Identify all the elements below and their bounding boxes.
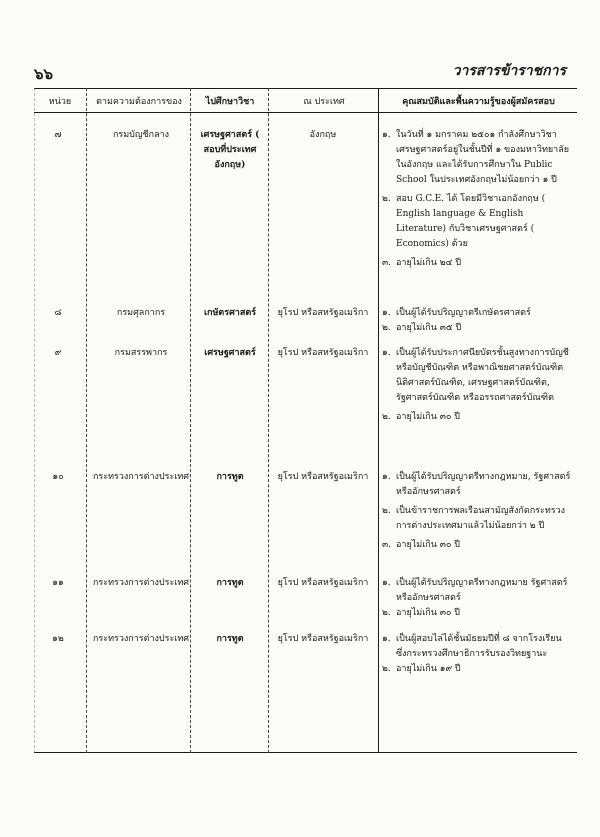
qualification-item: ๒. อายุไม่เกิน ๑๙ ปี <box>382 664 461 674</box>
page-number: ๖๖ <box>34 65 54 83</box>
country: อังกฤษ <box>309 130 337 140</box>
row-number: ๘ <box>54 308 62 318</box>
qualification-item: ๒. สอบ G.C.E. ได้ โดยมีวิชาเอกอังกฤษ ( English language & English Literature) กับวิชาเศรษฐศาสตร์ ( Economics) ด้วย <box>382 194 546 249</box>
header-qualifications: คุณสมบัติและพื้นความรู้ของผู้สมัครสอบ <box>402 97 555 107</box>
country: ยุโรป หรือสหรัฐอเมริกา <box>277 578 369 588</box>
header-country: ณ ประเทศ <box>303 97 345 107</box>
row-number: ๑๒ <box>52 634 64 644</box>
qualification-item: ๑. ในวันที่ ๑ มกราคม ๒๕๐๑ กำลังศึกษาวิชาเศรษฐศาสตร์อยู่ในชั้นปีที่ ๑ ของมหาวิทยาลัยในอังกฤษ และได้รับการศึกษาใน Public School ในประเทศอังกฤษไม่น้อยกว่า ๑ ปี <box>382 130 569 185</box>
qualification-item: ๑. เป็นผู้สอบไล่ได้ชั้นมัธยมปีที่ ๘ จากโรงเรียนซึ่งกระทรวงศึกษาธิการรับรองวิทยฐานะ <box>382 634 562 659</box>
running-head: วารสารข้าราชการ <box>452 63 566 79</box>
field-of-study: เศรษฐศาสตร์ <box>204 348 256 358</box>
qualifications <box>382 306 572 336</box>
qualifications <box>382 470 572 553</box>
country: ยุโรป หรือสหรัฐอเมริกา <box>277 634 369 644</box>
qualification-item: ๒. อายุไม่เกิน ๓๕ ปี <box>382 323 462 333</box>
row-number: ๙ <box>54 348 62 358</box>
qualification-item: ๓. อายุไม่เกิน ๒๔ ปี <box>382 258 462 268</box>
column-divider <box>268 88 269 753</box>
field-of-study: การทูต <box>216 472 244 482</box>
requesting-unit: กรมบัญชีกลาง <box>112 130 170 140</box>
field-of-study: เศรษฐศาสตร์ ( สอบที่ประเทศ อังกฤษ) <box>200 130 260 170</box>
header-unit-no: หน่วย <box>48 97 72 107</box>
qualification-item: ๒. อายุไม่เกิน ๓๐ ปี <box>382 412 460 422</box>
country: ยุโรป หรือสหรัฐอเมริกา <box>277 308 369 318</box>
row-number: ๗ <box>54 130 62 140</box>
country: ยุโรป หรือสหรัฐอเมริกา <box>277 472 369 482</box>
qualifications <box>382 128 572 271</box>
qualification-item: ๓. อายุไม่เกิน ๓๐ ปี <box>382 540 460 550</box>
table-bottom-rule <box>34 752 577 753</box>
qualification-item: ๑. เป็นผู้ได้รับปริญญาตรีทางกฎหมาย รัฐศาสตร์ หรืออักษรศาสตร์ <box>382 578 568 603</box>
qualification-item: ๒. เป็นข้าราชการพลเรือนสามัญสังกัดกระทรวงการต่างประเทศมาแล้วไม่น้อยกว่า ๒ ปี <box>382 506 566 531</box>
qualification-item: ๑. เป็นผู้ได้รับปริญญาตรีเกษัตรศาสตร์ <box>382 308 531 318</box>
qualification-item: ๑. เป็นผู้ได้รับประกาศนียบัตรชั้นสูงทางการบัญชี หรือบัญชีบัณฑิต หรือพาณิชยศาสตร์บัณฑิต นิติศาสตร์บัณฑิต, เศรษฐศาสตร์บัณฑิต, รัฐศาสตร์บัณฑิต หรืออรรถศาสตร์บัณฑิต <box>382 348 569 403</box>
requesting-unit: กระทรวงการต่างประเทศ <box>92 634 190 644</box>
scholarship-table <box>34 88 577 753</box>
row-number: ๑๑ <box>52 578 64 588</box>
qualifications <box>382 576 572 621</box>
column-divider <box>34 88 35 753</box>
header-field-of-study: ไปศึกษาวิชา <box>205 97 255 107</box>
qualifications <box>382 632 572 677</box>
column-divider <box>86 88 87 753</box>
requesting-unit: กรมสรรพากร <box>114 348 168 358</box>
table-top-rule <box>34 88 577 89</box>
qualifications <box>382 346 572 425</box>
qualification-item: ๑. เป็นผู้ได้รับปริญญาตรีทางกฎหมาย, รัฐศาสตร์ หรืออักษรศาสตร์ <box>382 472 571 497</box>
qualification-item: ๒. อายุไม่เกิน ๓๐ ปี <box>382 608 460 618</box>
country: ยุโรป หรือสหรัฐอเมริกา <box>277 348 369 358</box>
column-divider <box>190 88 191 753</box>
requesting-unit: กรมศุลกากร <box>116 308 166 318</box>
requesting-unit: กระทรวงการต่างประเทศ <box>92 578 190 588</box>
header-requesting-unit: ตามความต้องการของ <box>96 97 182 107</box>
field-of-study: เกษัตรศาสตร์ <box>203 308 257 318</box>
field-of-study: การทูต <box>216 634 244 644</box>
column-divider <box>378 88 379 753</box>
table-header-rule <box>34 112 577 113</box>
requesting-unit: กระทรวงการต่างประเทศ <box>92 472 190 482</box>
row-number: ๑๐ <box>52 472 64 482</box>
field-of-study: การทูต <box>216 578 244 588</box>
